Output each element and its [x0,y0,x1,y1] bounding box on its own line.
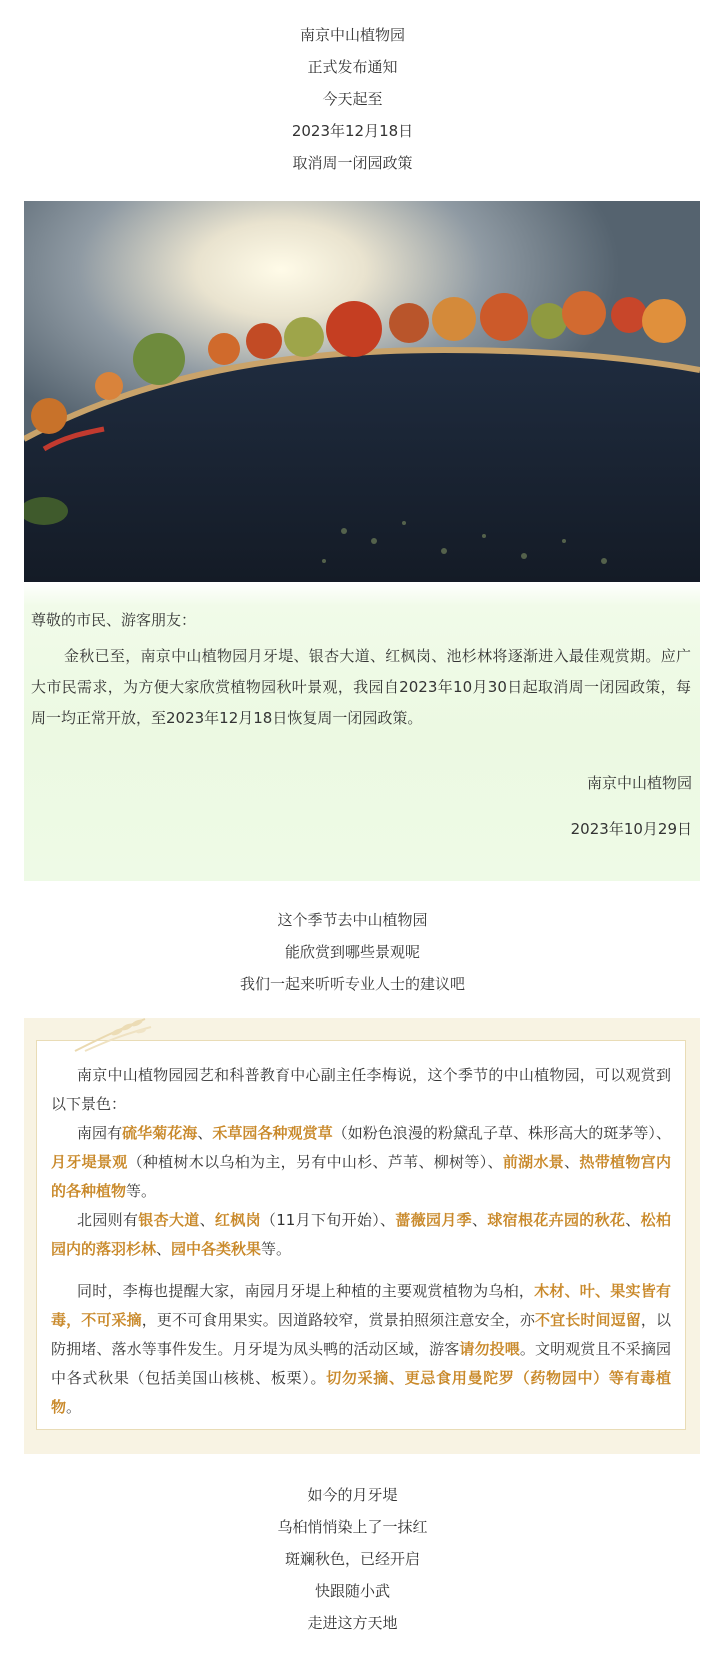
tips-line: 我们一起来听听专业人士的建议吧 [239,975,465,993]
text: （如粉色浪漫的粉黛乱子草、株形高大的斑茅等）、 [332,1124,671,1142]
intro-line: 正式发布通知 [307,58,398,76]
text: 等。 [126,1182,157,1200]
highlight-text: 不宜长时间逗留 [534,1311,641,1329]
outro-line: 乌桕悄悄染上了一抹红 [277,1518,428,1536]
intro-line: 2023年12月18日 [291,122,414,140]
text: ，更不可食用果实。因道路较窄，赏景拍照须注意安全，亦 [141,1311,535,1329]
notice-paragraph: 金秋已至，南京中山植物园月牙堤、银杏大道、红枫岗、池杉林将逐渐进入最佳观赏期。应广大市民需求，为方便大家欣赏植物园秋叶景观，我园自2023年10月30日起取消周一闭园政策，每周一均正常开放，至2023年12月18日恢复周一闭园政策。 [31,647,691,727]
highlight-text: 球宿根花卉园的秋花 [487,1211,626,1229]
highlight-text: 蔷薇园月季 [395,1211,473,1229]
tips-line: 能欣赏到哪些景观呢 [284,943,420,961]
text: 、 [625,1211,641,1229]
text: 、 [472,1211,488,1229]
highlight-text: 红枫岗 [214,1211,261,1229]
advice-paragraph-1: 南京中山植物园园艺和科普教育中心副主任李梅说，这个季节的中山植物园，可以观赏到以下景色： [51,1066,671,1113]
highlight-text: 松柏园内的落羽杉林 [51,1211,671,1258]
outro-line: 如今的月牙堤 [307,1486,398,1504]
text: （种植树木以乌桕为主，另有中山杉、芦苇、柳树等）、 [127,1153,503,1171]
transition-text [0,904,705,1000]
highlight-text: 切勿采摘、更忌食用曼陀罗（药物园中）等有毒植物 [51,1369,671,1416]
text: 北园则有 [77,1211,139,1229]
advice-paragraph-north [51,1206,671,1264]
intro-line: 今天起至 [322,90,383,108]
text: 。文明观赏且不采摘园中各式秋果（包括美国山核桃、板栗）。 [51,1340,671,1387]
text: （11月下旬开始）、 [260,1211,396,1229]
text: 、 [199,1211,215,1229]
notice-greeting: 尊敬的市民、游客朋友： [31,611,197,629]
text: 同时，李梅也提醒大家，南园月牙堤上种植的主要观赏植物为乌桕， [77,1282,535,1300]
highlight-text: 禾草园各种观赏草 [212,1124,333,1142]
text: 。 [66,1398,82,1416]
tips-line: 这个季节去中山植物园 [277,911,428,929]
outro-line: 快跟随小武 [314,1582,390,1600]
lake-autumn-photo [24,201,700,582]
text: 等。 [261,1240,292,1258]
highlight-text: 请勿投喂 [459,1340,520,1358]
highlight-text: 热带植物宫内的各种植物 [51,1153,671,1200]
notice-signature-date: 2023年10月29日 [570,820,692,838]
highlight-text: 前湖水景 [502,1153,565,1171]
expert-advice-section [24,1018,700,1454]
highlight-text: 木材、叶、果实皆有毒，不可采摘 [51,1282,671,1329]
outro-line: 斑斓秋色，已经开启 [284,1550,420,1568]
text: 、 [156,1240,172,1258]
wheat-decoration-icon [65,1013,155,1053]
expert-advice-card [36,1040,686,1430]
closure-notice [24,582,700,881]
lake-photo-illustration [24,201,700,582]
highlight-text: 银杏大道 [138,1211,200,1229]
text: 、 [197,1124,213,1142]
outro-text [0,1479,705,1639]
notice-signature-org: 南京中山植物园 [586,774,692,792]
text: 、 [564,1153,580,1171]
highlight-text: 硫华菊花海 [122,1124,198,1142]
intro-announcement [0,19,705,179]
intro-line: 取消周一闭园政策 [292,154,413,172]
advice-paragraph-safety [51,1277,671,1422]
advice-paragraph-south [51,1119,671,1206]
outro-line: 走进这方天地 [307,1614,398,1632]
intro-line: 南京中山植物园 [299,26,405,44]
highlight-text: 园中各类秋果 [171,1240,262,1258]
text: ，以防拥堵、落水等事件发生。月牙堤为凤头鸭的活动区域，游客 [51,1311,671,1358]
highlight-text: 月牙堤景观 [51,1153,128,1171]
text: 南园有 [77,1124,123,1142]
